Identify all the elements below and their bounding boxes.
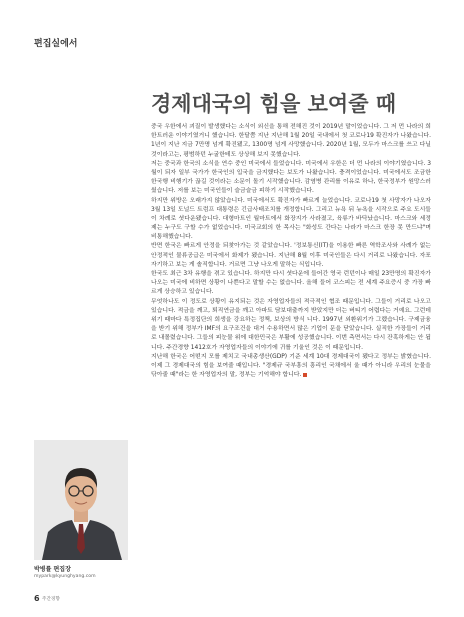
author-photo — [34, 440, 128, 560]
end-mark — [303, 373, 307, 377]
article-paragraph: 무엇하나도 이 정도로 상황이 유지되는 것은 자영업자들의 적극적인 협조 때문입니다. 그들이 거리로 나오고 있습니다. 적금을 깨고, 퇴직연금을 깨고 아파트 담보대출까지 받았지만 더는 버티기 어렵다는 거예요. 그런데 위기 때마다 특정집단의 희생을 강요하는 정책, 보상의 방식 니다. 1997년 외환위기가 그랬습니다. 구제금융을 받기 위해 정부가 IMF의 요구조건을 대거 수용하면서 많은 기업이 문을 닫았습니다. 실직한 가장들이 거리로 내몰렸습니다. 그들의 피눈물 위에 대한민국은 부활에 성공했습니다. 이번 측면서는 다시 잔혹하게는 안 됩니다. 주간경향 1412호가 자영업자들의 이야기에 귀를 기울인 것은 이 때문입니다. — [151, 298, 431, 351]
author-portrait-image — [34, 440, 128, 560]
author-email: mypark@kyunghyang.com — [34, 574, 96, 579]
publication-name: 주간경향 — [42, 597, 60, 602]
last-paragraph-text: 지난해 한국은 어떤지 모를 제치고 국내총생산(GDP) 기준 세계 10대 경제대국이 됐다고 정부는 밝혔습니다. 이제 그 경제대국의 힘을 보여줄 때입니다. "경제규 국부흥의 흥리인 국채에서 울 때가 아니라 우리의 눈물을 닦아줄 때"라는 한 자영업자의 말, 정부는 기억해야 합니다. — [151, 353, 431, 379]
article-paragraph: 반면 한국은 빠르게 안정을 되찾아가는 것 같았습니다. '정보통신(IT)을 이용한 빠른 역학조사와 사례가 없는 안정적인 물류공급은 미국에서 화제가 됐습니다. 지난해 8월 이후 미국인들은 다시 거리로 나왔습니다. 자포자기하고 보는 게 솔직합니다. 거르면 그냥 나오게 말하는 식입니다. — [151, 243, 431, 268]
page-number: 6 — [34, 594, 40, 603]
article-paragraph: 한국도 최근 3차 유행을 겪고 있습니다. 하지만 다시 셧다운에 들어간 영국 런던이나 매일 23만명의 확진자가 나오는 미국에 비하면 상황이 나쁜다고 말할 수는 없습니다. 올해 들어 코스피는 전 세계 주요증시 중 가장 빠르게 상승하고 있습니다. — [151, 271, 431, 296]
article-paragraph: 하지만 위방은 오래가지 않았습니다. 미국에서도 확진자가 빠르게 늘었습니다. 코로나19 첫 사망자가 나오자 3월 13일 도널드 트럼프 대통령은 긴급사태조치를 개정합니다. 그리고 뉴욕 뒤 뉴욕을 시작으로 주요 도시들이 차례로 셧다운됐습니다. 대형마트인 월마트에서 화장지가 사라졌고, 육류가 바닥났습니다. 마스크와 세정제는 누구도 구할 수가 없었습니다. 미국교회의 한 목사는 "화성도 간다는 나라가 마스크 한장 못 만드냐"며 비통해했습니다. — [151, 197, 431, 241]
article-paragraph-last — [151, 353, 431, 381]
article-paragraph: 저는 중국과 한국의 소식을 연수 중인 미국에서 들었습니다. 미국에서 우한은 더 먼 나라의 이야기였습니다. 3월이 되자 일부 국가가 한국인의 입국을 금지했다는 보도가 나왔습니다. 충격이었습니다. 미국에서도 조금한 한국행 비행기가 끊길 것이라는 소문이 돌기 시작했습니다. 감염병 관리를 이유로 하나, 한국정부가 원망스러웠습니다. 저를 보는 미국인들이 슬금슬금 피하기 시작했습니다. — [151, 160, 431, 195]
article-paragraph: 중국 우한에서 괴질이 발생했다는 소식이 외신을 통해 전해진 것이 2019년 말이었습니다. 그 저 먼 나라의 희한트러운 이야기였거니 했습니다. 한달쯤 지난 지난해 1월 20일 국내에서 첫 코로나19 확진자가 나왔습니다. 1년이 지난 지금 7만명 넘게 확진됐고, 1300명 넘게 사망했습니다. 2020년 1월, 모두가 마스크를 쓰고 다닐 것이라고는, 평범하던 누굴한테도 상상해 보지 못했습니다. — [151, 124, 431, 158]
page-title: 경제대국의 힘을 보여줄 때 — [151, 92, 397, 116]
author-name: 박병률 편집장 — [34, 566, 71, 573]
article-body — [151, 123, 431, 380]
section-label: 편집실에서 — [34, 39, 78, 49]
